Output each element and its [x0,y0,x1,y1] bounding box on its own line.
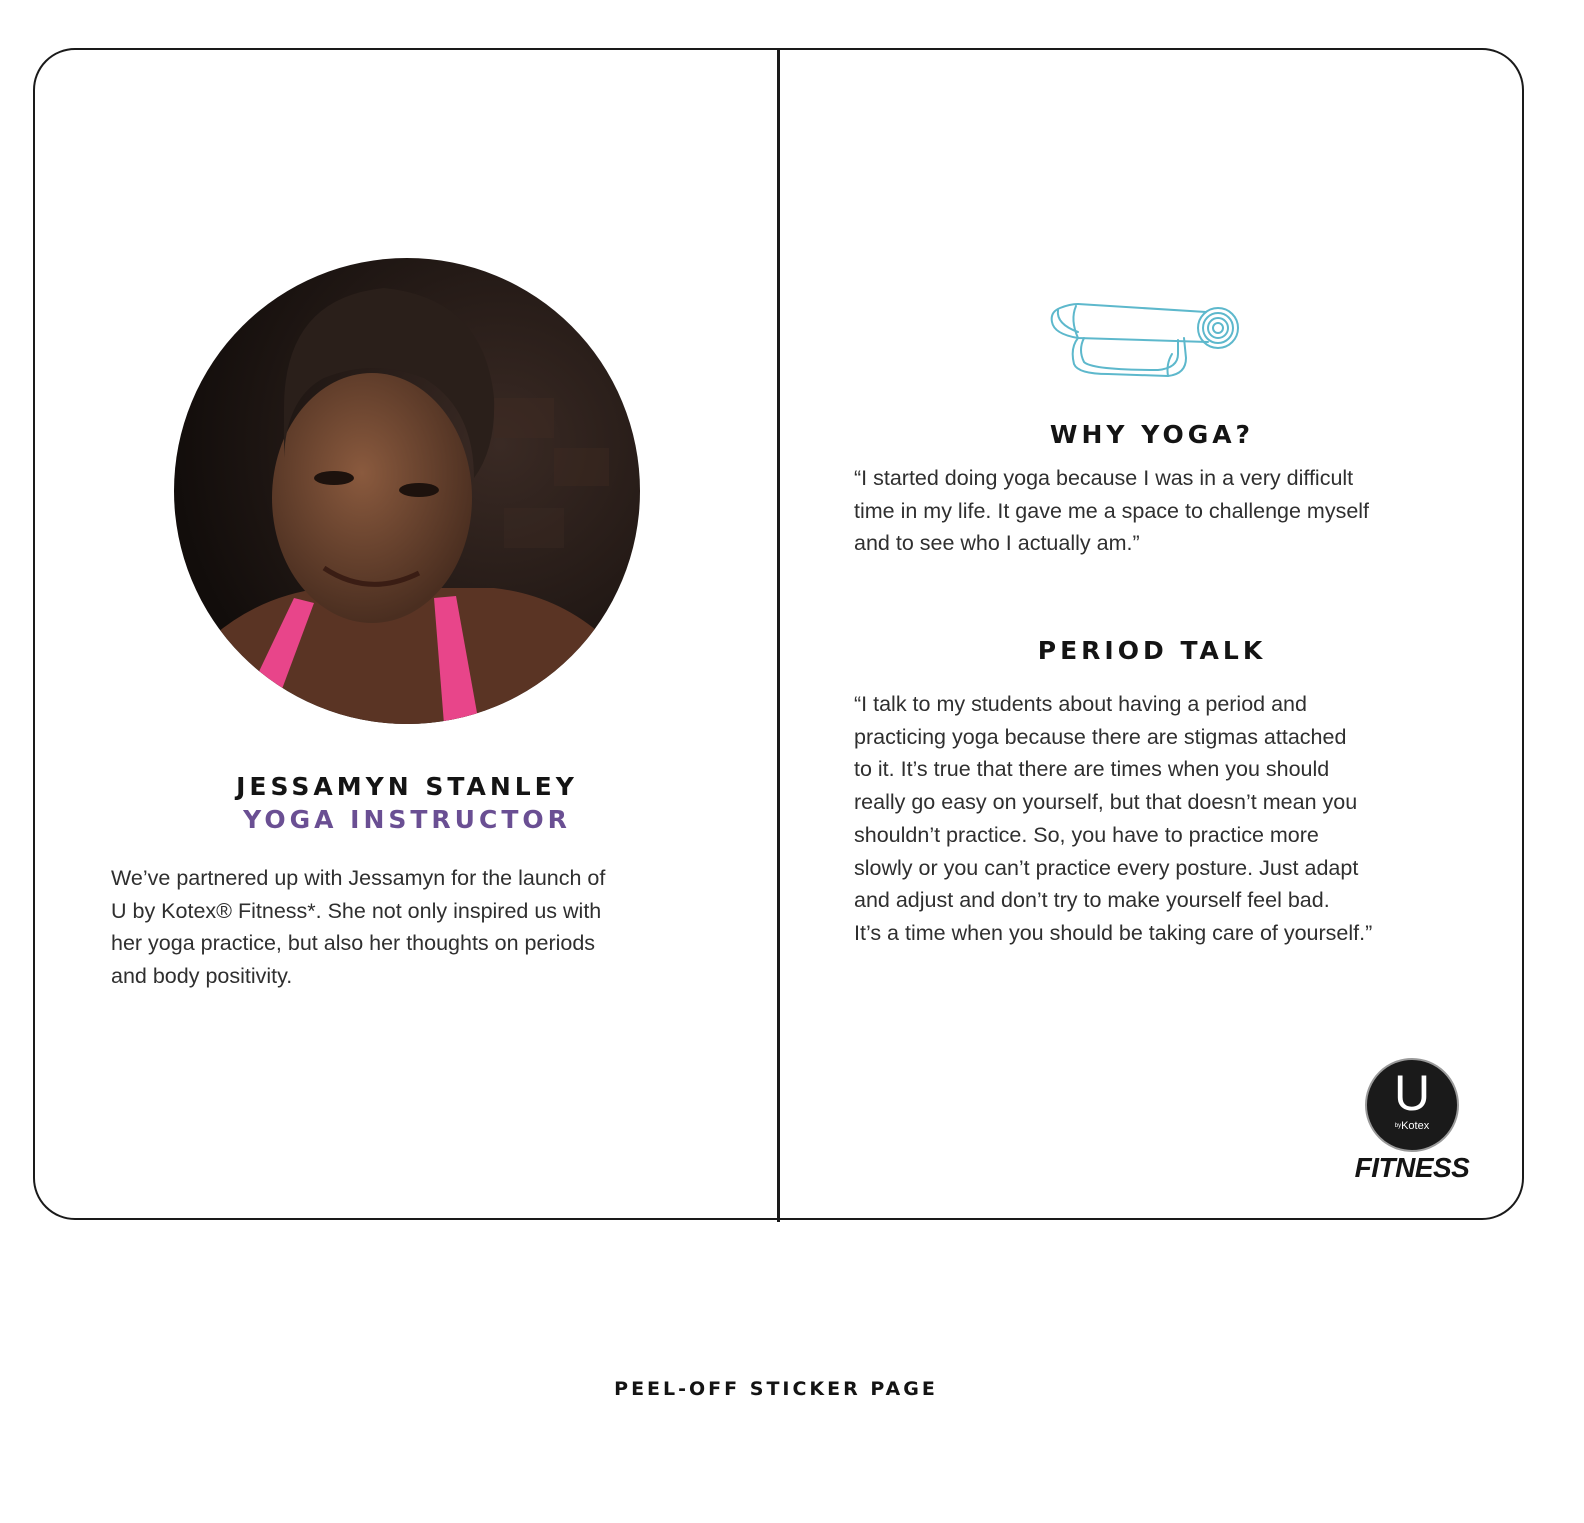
quote-line: really go easy on yourself, but that doesn’t mean you [854,790,1358,815]
logo-by: by [1394,1123,1402,1129]
instructor-name: JESSAMYN STANLEY [236,772,578,801]
logo-badge [1365,1058,1459,1152]
quote-line: and to see who I actually am.” [854,531,1140,556]
page-footer-label: PEEL-OFF STICKER PAGE [614,1378,938,1400]
rolled-yoga-mat-icon [1048,298,1243,388]
bio-line: and body positivity. [111,963,293,988]
logo-wordmark: FITNESS [1354,1152,1470,1183]
logo-brand-name: Kotex [1401,1120,1430,1132]
u-by-kotex-fitness-logo [1344,1058,1480,1188]
quote-line: It’s a time when you should be taking care of yourself.” [854,920,1373,945]
logo-brand [1367,1120,1457,1132]
period-talk-quote [854,688,1474,950]
quote-line: time in my life. It gave me a space to challenge myself [854,498,1370,523]
quote-line: shouldn’t practice. So, you have to practice more [854,822,1319,847]
quote-line: slowly or you can’t practice every posture. Just adapt [854,855,1359,880]
quote-line: “I started doing yoga because I was in a very difficult [854,466,1354,490]
bio-line: We’ve partnered up with Jessamyn for the launch of [111,866,606,890]
logo-letter: U [1393,1065,1431,1121]
portrait-photo [174,258,640,724]
bio-paragraph [111,862,701,992]
period-talk-heading: PERIOD TALK [1037,636,1267,665]
quote-line: practicing yoga because there are stigmas attached [854,724,1347,749]
quote-line: “I talk to my students about having a period and [854,692,1307,716]
bio-line: U by Kotex® Fitness*. She not only inspired us with [111,898,602,923]
why-yoga-heading: WHY YOGA? [1049,420,1255,449]
quote-line: to it. It’s true that there are times when you should [854,757,1330,782]
bio-line: her yoga practice, but also her thoughts on periods [111,931,596,956]
instructor-role: YOGA INSTRUCTOR [243,805,571,834]
quote-line: and adjust and don’t try to make yourself feel bad. [854,888,1330,913]
booklet-spine [777,48,780,1222]
why-yoga-quote [854,462,1474,560]
